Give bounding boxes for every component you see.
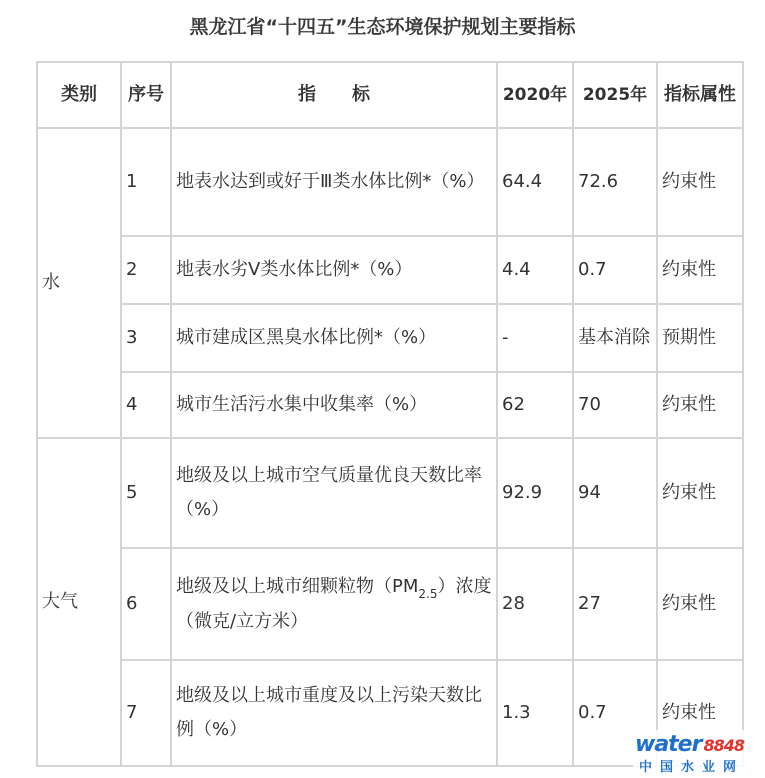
table-row [37,128,743,236]
row-seq: 1 [121,128,171,236]
watermark-word: water [635,732,702,757]
row-2025-value: 70 [573,372,657,438]
category-water: 水 [37,128,121,438]
row-2020-value: 4.4 [497,236,573,304]
table-row [37,304,743,372]
row-seq: 5 [121,438,171,548]
watermark-number: 8848 [703,736,744,755]
row-indicator: 地表水劣Ⅴ类水体比例*（%） [171,236,497,304]
row-attr: 约束性 [657,372,743,438]
row-indicator: 地级及以上城市空气质量优良天数比率（%） [171,438,497,548]
row-attr: 约束性 [657,128,743,236]
row-attr: 约束性 [657,548,743,660]
row-2020-value: - [497,304,573,372]
header-indicator: 指 标 [171,62,497,128]
header-category: 类别 [37,62,121,128]
row-indicator: 城市建成区黑臭水体比例*（%） [171,304,497,372]
row-2020-value: 92.9 [497,438,573,548]
row-2025-value: 72.6 [573,128,657,236]
table-row [37,548,743,660]
row-attr: 预期性 [657,304,743,372]
header-2020: 2020年 [497,62,573,128]
row-2020-value: 64.4 [497,128,573,236]
watermark-brand [635,732,744,757]
indicator-text: ）浓度（微克/立方米） [176,575,492,632]
category-air: 大气 [37,438,121,766]
row-attr: 约束性 [657,660,743,766]
row-indicator: 城市生活污水集中收集率（%） [171,372,497,438]
row-2025-value: 27 [573,548,657,660]
row-2020-value: 1.3 [497,660,573,766]
page-title: 黑龙江省“十四五”生态环境保护规划主要指标 [189,16,576,38]
row-indicator: 地级及以上城市重度及以上污染天数比例（%） [171,660,497,766]
row-attr: 约束性 [657,236,743,304]
watermark-logo [633,730,761,774]
row-2025-value: 0.7 [573,660,657,766]
row-2025-value: 0.7 [573,236,657,304]
row-seq: 7 [121,660,171,766]
row-seq: 6 [121,548,171,660]
table-row [37,236,743,304]
pm-subscript: 2.5 [418,586,438,601]
header-seq: 序号 [121,62,171,128]
row-seq: 4 [121,372,171,438]
header-attr: 指标属性 [657,62,743,128]
header-2025: 2025年 [573,62,657,128]
row-indicator [171,548,497,660]
row-2020-value: 28 [497,548,573,660]
watermark-subtitle: 中国水业网 [639,760,745,775]
indicator-text: 地级及以上城市细颗粒物（PM [176,575,419,597]
table-row [37,438,743,548]
row-2020-value: 62 [497,372,573,438]
row-2025-value: 基本消除 [573,304,657,372]
row-indicator: 地表水达到或好于Ⅲ类水体比例*（%） [171,128,497,236]
table-header-row [37,62,743,128]
indicator-table [36,61,744,767]
row-seq: 3 [121,304,171,372]
row-2025-value: 94 [573,438,657,548]
row-attr: 约束性 [657,438,743,548]
row-seq: 2 [121,236,171,304]
table-row [37,372,743,438]
